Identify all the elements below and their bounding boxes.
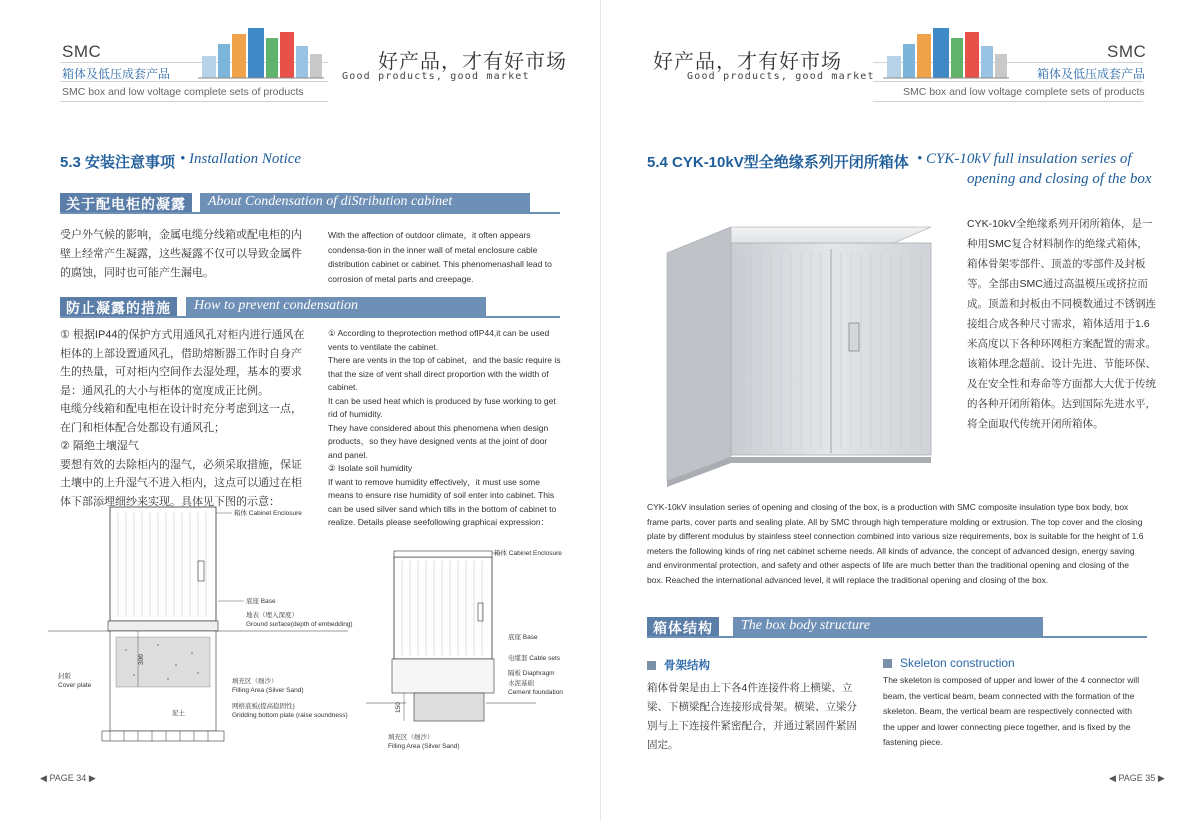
city-logo-icon: [198, 26, 324, 80]
page-label: PAGE 34: [49, 773, 87, 783]
banner-en: About Condensation of diStribution cabinet: [200, 193, 530, 213]
prevent-en-item: It can be used heat which is produced by fuse working to get rid of humidity.: [328, 395, 556, 419]
banner-condensation: [60, 193, 560, 213]
page-number: [40, 773, 96, 784]
dim-150: 150: [395, 702, 402, 713]
section-en-title: • Installation Notice: [180, 151, 302, 167]
banner-en: How to prevent condensation: [186, 297, 486, 317]
paragraph-en: With the affection of outdoor climate，it often appears condensa-tion in the inner wall of metal enclosure cable distribution cabinet or cabinet. This phenomenashall lead to corrosion of metal parts and creepage.: [328, 230, 552, 284]
paragraph-cn: 受户外气候的影响，金属电缆分线箱或配电柜的内壁上经常产生凝露，这些凝露不仅可以导致金属件的腐蚀，同时也可能产生漏电。: [60, 229, 302, 279]
description-cn: CYK-10kV全绝缘系列开闭所箱体，是一种用SMC复合材料制作的绝缘式箱体，箱体骨架零部件、顶盖的零部件及封板等。全部由SMC通过高温模压或挤拉而成。顶盖和封板由不同模数通过不锈钢连接组合成各种尺寸需求，箱体适用于1.6米高度以下各种环网柜方案配置的需求。该箱体理念超前、设计先进、节能环保、及在安全性和寿命等方面都大大优于传统的各种开闭所箱体。达到国际先进水平，将全面取代传统开闭所箱体。: [967, 218, 1156, 430]
skeleton-cn-heading: [647, 657, 710, 673]
cable-label: 电缆套 Cable sets: [508, 655, 561, 662]
header-divider: [873, 101, 1143, 102]
enclosure-label: 箱体 Cabinet Enclosure: [234, 510, 302, 517]
grid-label-en: Gridding bottom plate (raise soundness): [232, 712, 348, 719]
slogan-cn: 好产品，才有好市场: [653, 51, 842, 73]
diagram-buried-installation: [48, 505, 360, 750]
ground-label-en: Ground surface(depth of embedding): [246, 621, 353, 628]
skeleton-cn-title: 骨架结构: [664, 660, 710, 672]
banner-en: The box body structure: [733, 617, 1043, 637]
slogan-en: Good products, good market: [687, 71, 875, 82]
prevent-cn-item: ② 隔绝土壤湿气: [60, 440, 139, 452]
brand-smc: SMC: [1107, 42, 1147, 61]
ground-label-cn: 地表（埋入深度）: [246, 612, 298, 619]
square-bullet-icon: [883, 659, 892, 668]
header-divider: [60, 81, 328, 82]
prevent-cn-item: 要想有效的去除柜内的湿气，必须采取措施，保证土壤中的上升湿气不进入柜内，这点可以通过在柜体下部添埋细纱来实现。具体见下图的示意：: [60, 458, 302, 508]
cement-label-en: Cement foundation: [508, 689, 563, 696]
banner-rule: [647, 636, 1147, 638]
banner-rule: [60, 316, 560, 318]
fill-label-en: Filling Area (Silver Sand): [232, 687, 304, 694]
header-cn-title: 箱体及低压成套产品: [62, 67, 171, 81]
grid-label-cn: 网格底板(提高稳固性): [232, 703, 295, 710]
header-divider: [60, 101, 328, 102]
skeleton-en: The skeleton is composed of upper and lower of the 4 connector will beam, the vertical beam, beam connected with the formation of the skeleton. Beam, the vertical beam are respectively connected with the upper and lower connecting piece together, and is fixed by the fastening piece.: [883, 675, 1140, 747]
prevent-en-item: If want to remove humidity effectively，it must use some means to ensure rise humidity of soil enter into cabinet. This can be used silver sand which tills in the bottom of cabinet to realize. Details please seefollowing graphicai expression：: [328, 476, 557, 527]
section-title: 5.4 CYK-10kV型全绝缘系列开闭所箱体: [647, 154, 909, 171]
skeleton-en-heading: [883, 656, 1015, 670]
page-arrow-icon: ▶: [88, 773, 96, 783]
banner-box-structure: [647, 617, 1147, 637]
fill-label-cn: 填充区（细沙）: [232, 678, 278, 685]
page-label: PAGE 35: [1118, 773, 1156, 783]
slogan-en: Good products, good market: [342, 71, 530, 82]
banner-cn: 防止凝露的措施: [60, 297, 177, 317]
cover-label-cn: 封版: [58, 673, 71, 680]
prevent-cn-item: 电缆分线箱和配电柜在设计时充分考虑到这一点，在门和柜体配合处都设有通风孔；: [60, 403, 302, 434]
prevent-en: [328, 327, 562, 530]
brand-smc: SMC: [62, 42, 102, 61]
skeleton-en-title: Skeleton construction: [900, 656, 1015, 670]
description-en: CYK-10kV insulation series of opening and closing of the box, is a production with SMC composite insulation type box body, box frame parts, cover parts and sealing plate. All by SMC through high temperature molding or extrusion. The top cover and the closing plate by different modulus by stainless steel connection combined into various size requirements, box is suitable for the height of 1.6 meters the following kinds of ring net cabinet scheme needs. All kinds of advance, the concept of advanced design, energy saving and environmental protection, and safety and other aspects of life are much better than the traditional opening and closing of the box. Reached the international advanced level, it will replace the traditional opening and closing of the box.: [647, 502, 1144, 585]
cement-label-cn: 水泥基础: [508, 680, 534, 687]
cover-label-en: Cover plate: [58, 682, 92, 689]
page-arrow-icon: ◀: [40, 773, 47, 783]
prevent-en-item: ② Isolate soil humidity: [328, 463, 413, 473]
header-cn-title: 箱体及低压成套产品: [1037, 67, 1146, 81]
diaphragm-label: 隔板 Diaphragm: [508, 670, 555, 677]
prevent-en-item: There are vents in the top of cabinet，and the basic require is that the size of vent shall direct proportion with the width of cabinet.: [328, 355, 561, 392]
fill-label-cn: 填充区（细沙）: [388, 734, 434, 741]
section-en-title-line2: opening and closing of the box: [967, 171, 1152, 187]
enclosure-label: 箱体 Cabinet Enclosure: [494, 550, 562, 557]
prevent-en-item: They have considered about this phenomena when design products，so they have designed vents at the joint of door and panel.: [328, 422, 549, 460]
diagram-cement-installation: [366, 543, 566, 755]
right-page: [600, 0, 1200, 820]
square-bullet-icon: [647, 661, 656, 670]
dim-300: 300: [138, 654, 145, 665]
mud-label: 泥土: [172, 710, 185, 717]
header-en-title: SMC box and low voltage complete sets of products: [903, 86, 1145, 98]
city-logo-icon: [883, 26, 1009, 80]
slogan-cn: 好产品，才有好市场: [378, 51, 567, 73]
prevent-en-item: ① According to theprotection method ofIP44,it can be used vents to ventilate the cabinet.: [328, 328, 550, 352]
prevent-cn-item: ① 根据IP44的保护方式用通风孔对柜内进行通风在柜体的上部设置通风孔，借助熔断器工作时自身产生的热量，可对柜内空间作去湿处理，基本的要求是：通风孔的大小与柜体的宽度成正比例。: [60, 329, 305, 397]
prevent-cn: [60, 326, 310, 511]
fill-label-en: Filling Area (Silver Sand): [388, 743, 460, 750]
page-number: [1109, 773, 1165, 784]
page-arrow-icon: ▶: [1157, 773, 1165, 783]
banner-rule: [60, 212, 560, 214]
base-label: 底座 Base: [246, 598, 276, 605]
header-divider: [873, 81, 1143, 82]
header-en-title: SMC box and low voltage complete sets of products: [62, 86, 304, 98]
base-label: 底座 Base: [508, 634, 538, 641]
section-title: 5.3 安装注意事项: [60, 154, 176, 171]
skeleton-cn: 箱体骨架是由上下各4件连接件将上横梁、立梁、下横梁配合连接形成骨架。横梁、立梁分别与上下连接件紧密配合，并通过紧固件紧固固定。: [647, 682, 857, 751]
banner-cn: 箱体结构: [647, 617, 719, 637]
page-arrow-icon: ◀: [1109, 773, 1116, 783]
product-photo: [649, 213, 945, 495]
banner-prevent: [60, 297, 560, 317]
section-en-title-line1: • CYK-10kV full insulation series of: [917, 151, 1132, 167]
banner-cn: 关于配电柜的凝露: [60, 193, 192, 213]
